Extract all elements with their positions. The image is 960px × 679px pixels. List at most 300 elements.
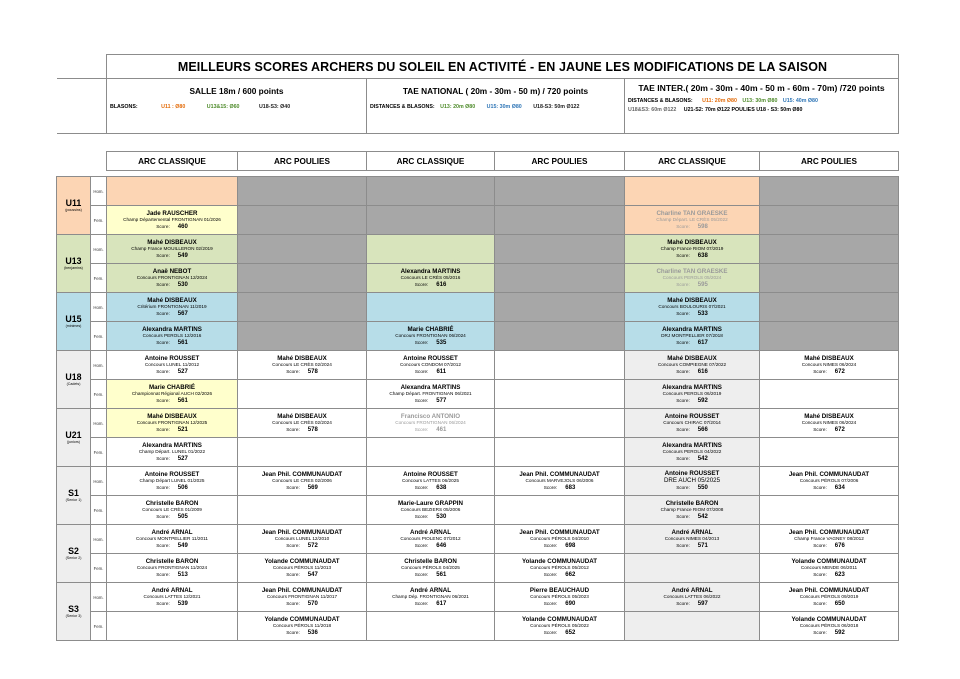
- score-value: 569: [307, 484, 318, 491]
- competition-name: Concours PÉROLS 05/2012: [530, 564, 589, 570]
- score-line: [625, 339, 759, 347]
- archer-name: Mahé DISBEAUX: [804, 354, 854, 362]
- tae-international-u11: U11: 20m Ø80: [702, 98, 737, 104]
- score-value: 598: [697, 223, 708, 230]
- archer-name: Mahé DISBEAUX: [667, 296, 717, 304]
- record-cell: [367, 525, 495, 554]
- score-line: [495, 600, 624, 608]
- record-entry: [625, 442, 759, 463]
- score-value: 611: [436, 368, 447, 375]
- record-entry: [107, 210, 237, 231]
- archer-name: Alexandra MARTINS: [400, 267, 461, 275]
- archer-name: Jade RAUSCHER: [146, 209, 198, 217]
- competition-name: Championnat Régional AUCH 02/2026: [131, 390, 213, 396]
- score-label: Score:: [813, 484, 827, 490]
- score-line: [625, 513, 759, 521]
- archer-name: Yolande COMMUNAUDAT: [791, 557, 867, 565]
- record-entry: [238, 529, 366, 550]
- score-label: Score:: [676, 485, 690, 490]
- record-entry: [495, 529, 624, 550]
- sex-label: Hom.: [91, 583, 107, 612]
- sex-label: Fem.: [91, 438, 107, 467]
- competition-name: Concours PÉROLS 05/2023: [530, 593, 589, 599]
- score-value: 542: [697, 513, 708, 520]
- record-cell: [625, 351, 760, 380]
- competition-name: Concours PEROLS 12/2016: [142, 332, 202, 338]
- competition-name: Concours COMPIEGNE 07/2022: [657, 361, 727, 367]
- record-cell: [760, 206, 899, 235]
- competition-name: Concours PÉROLS 05/2022: [530, 622, 589, 628]
- score-line: [760, 600, 898, 608]
- category-u18: [57, 351, 91, 409]
- archer-name: Marie CHABRIÉ: [407, 325, 454, 333]
- archer-name: Marie-Laure GRAPPIN: [398, 499, 463, 507]
- score-line: [107, 310, 237, 318]
- record-entry: [760, 529, 898, 550]
- archer-name: Yolande COMMUNAUDAT: [264, 615, 340, 623]
- discipline-tae-international: [625, 79, 899, 134]
- score-line: [495, 484, 624, 492]
- tae-international-u18: U18&S3: 60m Ø122: [628, 107, 677, 113]
- score-line: [760, 368, 898, 376]
- archer-name: Mahé DISBEAUX: [277, 354, 327, 362]
- score-label: Score:: [286, 484, 300, 490]
- archer-name: Antoine ROUSSET: [403, 354, 458, 362]
- record-cell: [107, 525, 238, 554]
- record-cell: [238, 206, 367, 235]
- score-value: 646: [436, 542, 447, 549]
- score-label: Score:: [156, 600, 170, 606]
- record-entry: [107, 500, 237, 521]
- score-line: [625, 252, 759, 260]
- archer-name: Christelle BARON: [145, 499, 199, 507]
- score-line: [367, 513, 494, 521]
- record-entry: [625, 500, 759, 521]
- record-cell: [760, 612, 899, 641]
- record-cell: [107, 177, 238, 206]
- score-label: Score:: [286, 600, 300, 606]
- competition-name: Concours BOULOURIS 07/2021: [658, 303, 726, 309]
- score-line: [625, 484, 759, 492]
- archer-name: Antoine ROUSSET: [144, 470, 200, 478]
- category-label: [57, 199, 90, 213]
- archer-name: Antoine ROUSSET: [664, 470, 720, 477]
- record-cell: [760, 525, 899, 554]
- score-line: [495, 571, 624, 579]
- category-label: [57, 489, 90, 503]
- tae-international-distances: [625, 98, 898, 104]
- competition-name: Concours CHIRAC 07/2014: [663, 419, 721, 425]
- score-value: 572: [307, 542, 318, 549]
- score-value: 650: [834, 600, 845, 607]
- discipline-salle: [107, 79, 367, 134]
- score-value: 592: [697, 397, 708, 404]
- record-cell: [238, 409, 367, 438]
- score-value: 461: [436, 426, 447, 433]
- category-name: S1: [68, 487, 79, 498]
- tae-national-u18: U18-S3: 50m Ø122: [533, 104, 580, 110]
- record-entry: [625, 355, 759, 376]
- records-table: [56, 54, 899, 641]
- competition-name: DRJ MONTPELLIER 07/2018: [661, 332, 723, 338]
- record-cell: [760, 322, 899, 351]
- record-cell: [495, 293, 625, 322]
- score-line: [760, 571, 898, 579]
- corner-blank-3: [57, 152, 107, 171]
- salle-u18: U18-S3: Ø40: [258, 104, 291, 110]
- archer-name: Mahé DISBEAUX: [667, 238, 717, 246]
- score-label: Score:: [414, 368, 429, 374]
- record-entry: [760, 413, 898, 434]
- competition-name: Concours CONDOM 07/2012: [400, 361, 461, 367]
- score-value: 561: [177, 397, 188, 404]
- score-label: Score:: [813, 542, 827, 548]
- sex-label: Hom.: [91, 293, 107, 322]
- record-entry: [107, 326, 237, 347]
- score-label: Score:: [414, 600, 429, 606]
- score-value: 623: [834, 571, 845, 578]
- score-label: Score:: [676, 368, 690, 374]
- record-entry: [625, 268, 759, 289]
- score-label: Score:: [813, 368, 827, 374]
- record-cell: [238, 177, 367, 206]
- score-value: 616: [697, 368, 708, 375]
- record-cell: [238, 380, 367, 409]
- record-entry: [625, 470, 759, 492]
- score-line: [625, 542, 759, 550]
- score-line: [367, 368, 494, 376]
- score-line: [367, 571, 494, 579]
- record-cell: [367, 467, 495, 496]
- record-cell: [238, 612, 367, 641]
- record-cell: [367, 264, 495, 293]
- record-cell: [107, 293, 238, 322]
- competition-name: Champ France MOUILLERON 02/2019: [131, 245, 213, 251]
- score-label: Score:: [414, 484, 429, 490]
- category-name: U11: [65, 197, 82, 208]
- score-line: [495, 542, 624, 550]
- score-value: 577: [436, 397, 447, 404]
- competition-name: Champ France RIOM 07/2008: [660, 506, 724, 512]
- score-label: Score:: [156, 571, 170, 577]
- score-value: 690: [565, 600, 576, 607]
- record-entry: [760, 471, 898, 492]
- score-label: Score:: [813, 426, 827, 432]
- score-value: 527: [177, 368, 188, 375]
- score-line: [625, 426, 759, 434]
- competition-name: Champ Départ LUNEL 01/2025: [139, 477, 205, 483]
- score-line: [238, 571, 366, 579]
- category-row: [57, 351, 899, 380]
- category-row: [57, 409, 899, 438]
- score-line: [625, 281, 759, 289]
- competition-name: Concours BEZIERS 05/2006: [400, 506, 461, 512]
- category-row: [57, 293, 899, 322]
- record-cell: [107, 467, 238, 496]
- score-value: 549: [177, 252, 188, 259]
- record-entry: [107, 529, 237, 550]
- score-value: 616: [436, 281, 447, 288]
- competition-name: Concours LATTES 12/2021: [143, 593, 201, 599]
- score-line: [367, 426, 494, 434]
- record-cell: [107, 438, 238, 467]
- record-cell: [495, 525, 625, 554]
- score-line: [238, 484, 366, 492]
- competition-name: Concours FRONTIGNAN 11/2017: [266, 593, 338, 599]
- record-cell: [760, 438, 899, 467]
- spacer: [107, 134, 899, 152]
- archer-name: Christelle BARON: [145, 557, 199, 565]
- record-cell: [367, 583, 495, 612]
- record-cell: [495, 264, 625, 293]
- score-value: 561: [436, 571, 447, 578]
- record-cell: [625, 525, 760, 554]
- score-label: Score:: [156, 513, 170, 519]
- record-cell: [760, 177, 899, 206]
- category-subtitle: (minimes): [65, 323, 82, 328]
- competition-name: Concours LE CRÈS 01/2009: [142, 506, 202, 512]
- archer-name: Jean Phil. COMMUNAUDAT: [788, 470, 870, 478]
- competition-name: Champ Départemental FRONTIGNAN 01/2026: [123, 216, 221, 222]
- competition-name: Concours PÉROLS 07/2006: [799, 477, 859, 483]
- competition-name: Concours PÉROLS 06/2018: [799, 622, 859, 628]
- competition-name: Concours NIMES 04/2013: [664, 535, 720, 541]
- record-cell: [760, 264, 899, 293]
- competition-name: Champ France RIOM 07/2019: [660, 245, 724, 251]
- competition-name: Concours PÉROLS 04/2025: [401, 564, 460, 570]
- sex-label: Fem.: [91, 264, 107, 293]
- sex-label: Hom.: [91, 467, 107, 496]
- score-value: 536: [307, 629, 318, 636]
- score-value: 550: [697, 485, 708, 491]
- record-cell: [238, 322, 367, 351]
- score-line: [760, 629, 898, 637]
- archer-name: Jean Phil. COMMUNAUDAT: [261, 586, 343, 594]
- record-entry: [495, 471, 624, 492]
- category-label: [57, 431, 90, 445]
- score-label: Score:: [676, 223, 690, 229]
- score-label: Score:: [676, 397, 690, 403]
- score-line: [107, 223, 237, 231]
- archer-name: Alexandra MARTINS: [662, 383, 722, 391]
- score-line: [107, 252, 237, 260]
- score-line: [238, 426, 366, 434]
- record-entry: [625, 210, 759, 231]
- sex-label: Fem.: [91, 322, 107, 351]
- sex-label: Fem.: [91, 554, 107, 583]
- score-label: Score:: [286, 368, 300, 374]
- page-title: MEILLEURS SCORES ARCHERS DU SOLEIL EN ACTIVITÉ - EN JAUNE LES MODIFICATIONS DE LA SAISON: [107, 55, 899, 79]
- header-arc-poulies-tae-international: ARC POULIES: [760, 152, 899, 171]
- record-cell: [107, 554, 238, 583]
- record-entry: [760, 616, 898, 637]
- score-label: Score:: [156, 542, 170, 548]
- archer-name: Alexandra MARTINS: [662, 325, 722, 333]
- record-cell: [625, 293, 760, 322]
- category-subtitle: (poussins): [65, 207, 82, 212]
- score-line: [238, 600, 366, 608]
- record-cell: [107, 235, 238, 264]
- score-label: Score:: [156, 223, 170, 229]
- record-cell: [495, 235, 625, 264]
- category-label: [57, 547, 90, 561]
- record-cell: [625, 612, 760, 641]
- record-cell: [625, 409, 760, 438]
- category-row: [57, 467, 899, 496]
- record-entry: [367, 587, 494, 608]
- archer-name: Pierre BEAUCHAUD: [529, 586, 590, 594]
- score-line: [760, 426, 898, 434]
- score-line: [107, 368, 237, 376]
- sex-label: Hom.: [91, 351, 107, 380]
- category-u13: [57, 235, 91, 293]
- score-line: [625, 310, 759, 318]
- score-label: Score:: [156, 455, 170, 461]
- competition-name: Critérium FRONTIGNAN 11/2019: [137, 303, 207, 309]
- sex-label: Hom.: [91, 409, 107, 438]
- category-row: [57, 322, 899, 351]
- score-value: 566: [697, 426, 708, 433]
- record-entry: [107, 471, 237, 492]
- salle-blasons: [107, 104, 366, 110]
- score-label: Score:: [156, 310, 170, 316]
- category-row: [57, 496, 899, 525]
- record-cell: [107, 351, 238, 380]
- record-cell: [367, 235, 495, 264]
- competition-name: Concours PEROLS 04/2022: [662, 448, 722, 454]
- score-value: 592: [834, 629, 845, 636]
- category-u15: [57, 293, 91, 351]
- archer-name: Yolande COMMUNAUDAT: [521, 557, 598, 565]
- record-cell: [367, 496, 495, 525]
- record-cell: [107, 583, 238, 612]
- record-cell: [760, 293, 899, 322]
- record-entry: [238, 616, 366, 637]
- score-value: 506: [177, 484, 188, 491]
- score-label: Score:: [543, 600, 558, 606]
- record-cell: [625, 554, 760, 583]
- record-cell: [367, 438, 495, 467]
- archer-name: Alexandra MARTINS: [142, 441, 202, 449]
- category-label: [57, 605, 90, 619]
- record-entry: [760, 355, 898, 376]
- score-value: 460: [177, 223, 188, 230]
- score-line: [107, 571, 237, 579]
- record-entry: [367, 326, 494, 347]
- archer-name: Anaë NEBOT: [152, 267, 192, 275]
- score-line: [107, 397, 237, 405]
- score-line: [367, 281, 494, 289]
- score-line: [238, 629, 366, 637]
- record-entry: [367, 268, 494, 289]
- score-value: 527: [177, 455, 188, 462]
- record-cell: [760, 496, 899, 525]
- competition-name: Concours MENDE 06/2011: [800, 564, 858, 570]
- record-cell: [760, 467, 899, 496]
- record-entry: [107, 355, 237, 376]
- score-value: 638: [436, 484, 447, 491]
- archer-name: Yolande COMMUNAUDAT: [521, 615, 598, 623]
- record-entry: [367, 355, 494, 376]
- salle-title: SALLE 18m / 600 points: [189, 86, 284, 96]
- category-row: [57, 525, 899, 554]
- score-label: Score:: [286, 426, 300, 432]
- score-label: Score:: [543, 542, 558, 548]
- record-cell: [495, 467, 625, 496]
- competition-name: Concours LATTES 06/2022: [663, 593, 721, 599]
- record-cell: [495, 322, 625, 351]
- record-entry: [107, 384, 237, 405]
- category-label: [57, 373, 90, 387]
- competition-name: Concours FRONTIGNAN 06/2024: [395, 419, 466, 425]
- archer-name: Mahé DISBEAUX: [667, 354, 717, 362]
- archer-name: Charline TAN GRAESKE: [656, 267, 728, 275]
- archer-name: André ARNAL: [671, 586, 713, 594]
- score-label: Score:: [676, 542, 690, 548]
- category-u11: [57, 177, 91, 235]
- score-value: 662: [565, 571, 576, 578]
- record-cell: [495, 438, 625, 467]
- competition-name: Champ Dép. FRONTIGNAN 06/2021: [392, 593, 469, 599]
- score-line: [760, 542, 898, 550]
- tae-national-u15: U15: 30m Ø80: [486, 104, 522, 110]
- tae-national-distances: [367, 104, 624, 110]
- score-label: Score:: [543, 484, 558, 490]
- score-label: Score:: [156, 339, 170, 345]
- score-label: Score:: [156, 397, 170, 403]
- archer-name: André ARNAL: [409, 528, 452, 536]
- record-entry: [107, 558, 237, 579]
- competition-name: Concours FRONTIGNAN 06/2024: [395, 332, 466, 338]
- header-arc-classique-tae-national: ARC CLASSIQUE: [367, 152, 495, 171]
- score-label: Score:: [676, 310, 690, 316]
- score-label: Score:: [676, 600, 690, 606]
- spacer: [57, 134, 107, 152]
- competition-name: Concours FRONTIGNAN 12/2025: [136, 419, 208, 425]
- score-line: [367, 484, 494, 492]
- record-cell: [495, 409, 625, 438]
- header-arc-classique-tae-international: ARC CLASSIQUE: [625, 152, 760, 171]
- record-cell: [625, 235, 760, 264]
- score-label: Score:: [813, 629, 827, 635]
- record-cell: [495, 583, 625, 612]
- record-entry: [107, 413, 237, 434]
- record-cell: [495, 177, 625, 206]
- score-label: Score:: [414, 339, 429, 345]
- record-cell: [238, 583, 367, 612]
- record-cell: [238, 351, 367, 380]
- score-label: Score:: [156, 484, 170, 490]
- archer-name: Antoine ROUSSET: [403, 470, 458, 478]
- record-entry: [495, 616, 624, 637]
- discipline-tae-national: [367, 79, 625, 134]
- score-line: [238, 542, 366, 550]
- record-cell: [367, 293, 495, 322]
- record-cell: [238, 467, 367, 496]
- score-line: [107, 600, 237, 608]
- score-label: Score:: [813, 600, 827, 606]
- category-name: U13: [65, 255, 82, 266]
- score-value: 571: [697, 542, 708, 549]
- score-value: 638: [697, 252, 708, 259]
- category-s3: [57, 583, 91, 641]
- score-label: Score:: [813, 571, 827, 577]
- record-cell: [625, 264, 760, 293]
- record-cell: [495, 496, 625, 525]
- tae-international-distances-2: [625, 107, 898, 113]
- score-label: Score:: [414, 513, 429, 519]
- score-value: 535: [436, 339, 447, 346]
